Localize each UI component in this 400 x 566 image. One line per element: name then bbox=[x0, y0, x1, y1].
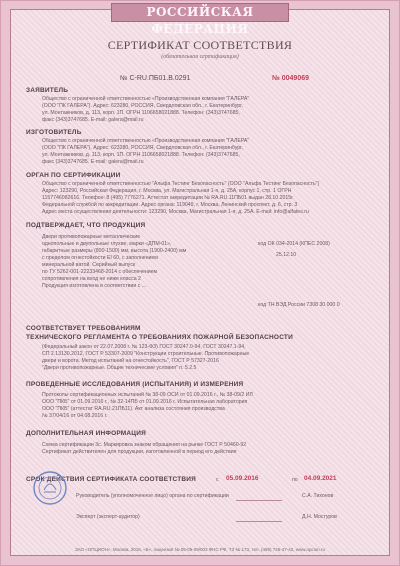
cert-body-label: ОРГАН ПО СЕРТИФИКАЦИИ bbox=[26, 172, 121, 179]
applicant-line: Общество с ограниченной ответственностью «Производственная компания "ГАЛЕРА" bbox=[42, 96, 250, 102]
product-line: Продукция изготовлена в соответствии с ... bbox=[42, 283, 147, 289]
manufacturer-line: Общество с ограниченной ответственностью «Производственная компания "ГАЛЕРА" bbox=[42, 138, 250, 144]
compliance-line: (Федеральный закон от 22.07.2008 г. № 123-ФЗ) ГОСТ 30247.0-94, ГОСТ 30247.1-94, bbox=[42, 344, 246, 350]
manufacturer-line: ул. Монтажников, д. 113, корп. 1П. ОГРН 1106658021888. Телефон: (343)3747685, bbox=[42, 152, 240, 158]
product-line: с пределом огнестойкости EI 60, с заполнением bbox=[42, 255, 158, 261]
certificate-title: СЕРТИФИКАТ СООТВЕТСТВИЯ bbox=[107, 38, 293, 52]
printer-footer: ЗАО «ОПЦИОН», Москва, 2016, «Б», лицензия № 05-05-09/003 ФНС РФ, ТЗ № 173, тел. (495) 726-47-42, www.opcion.ru bbox=[74, 547, 326, 552]
product-code: код ОК 034-2014 (КПЕС 2008) bbox=[258, 241, 330, 247]
head-name: С.А. Тихонов bbox=[302, 493, 334, 499]
cert-body-line: Адрес места осуществления деятельности: 123290, Москва, Магистральная 1-я, д. 25А. E-mail: info@alfates.ru bbox=[42, 209, 309, 215]
validity-from-label: с bbox=[216, 477, 219, 483]
extra-info-line: Схема сертификации 3с. Маркировка знаком обращения на рынке ГОСТ Р 50460-92 bbox=[42, 442, 247, 448]
tnved-code: код ТН ВЭД России 7308 30 000 0 bbox=[258, 302, 340, 308]
product-line: габаритные размеры (800-1500) мм, высота (1900-2400) мм bbox=[42, 248, 187, 254]
tests-label: ПРОВЕДЕННЫЕ ИССЛЕДОВАНИЯ (ИСПЫТАНИЯ) И ИЗМЕРЕНИЯ bbox=[26, 381, 244, 388]
product-line: по ТУ 5262-001-22233468-2014 с обеспечением bbox=[42, 269, 158, 275]
product-code: 25.12.10 bbox=[276, 252, 297, 258]
product-line: сопротивления на вход не ниже класса 2 bbox=[42, 276, 141, 282]
tests-line: ООО "ПКБ" (аттестат RA.RU.21ПБ11). Акт анализа состояния производства bbox=[42, 406, 225, 412]
product-line: однопольные и двупольные глухие, марки «ДПМ-01», bbox=[42, 241, 172, 247]
manufacturer-line: (ООО "ПК ГАЛЕРА"). Адрес: 623280, РОССИЯ, Свердловская обл., г. Екатеринбург, bbox=[42, 145, 243, 151]
product-line: Двери противопожарные металлические bbox=[42, 234, 141, 240]
form-number: № 0049069 bbox=[272, 75, 309, 82]
applicant-line: факс (343)3747685. E-mail: galera@mail.ru bbox=[42, 117, 144, 123]
validity-from: 05.09.2016 bbox=[226, 475, 259, 482]
head-signature-line bbox=[236, 500, 282, 501]
tests-line: № 37/04/16 от 04.08.2016 г. bbox=[42, 413, 108, 419]
validity-to: 04.09.2021 bbox=[304, 475, 337, 482]
compliance-line: СП 2.13130.2012, ГОСТ Р 53307-2009 "Конструкции строительные. Противопожарные bbox=[42, 351, 250, 357]
expert-signature-line bbox=[236, 521, 282, 522]
expert-signature-label: Эксперт (эксперт-аудитор) bbox=[76, 514, 140, 520]
manufacturer-label: ИЗГОТОВИТЕЛЬ bbox=[26, 129, 82, 136]
compliance-line: двери и ворота. Метод испытаний на огнестойкость", ГОСТ Р 57327-2016 bbox=[42, 358, 219, 364]
manufacturer-line: факс (343)3747685. E-mail: galera@mail.ru bbox=[42, 159, 144, 165]
applicant-line: (ООО "ПК ГАЛЕРА"). Адрес: 623280, РОССИЯ, Свердловская обл., г. Екатеринбург, bbox=[42, 103, 243, 109]
validity-to-label: по bbox=[292, 477, 298, 483]
expert-name: Д.Н. Мостуров bbox=[302, 514, 337, 520]
extra-info-label: ДОПОЛНИТЕЛЬНАЯ ИНФОРМАЦИЯ bbox=[26, 430, 147, 437]
cert-body-line: Адрес: 123290, Российская Федерация, г. Москва, ул. Магистральная 1-я, д. 25А, корпус 1, стр. 1 ОГРН bbox=[42, 188, 292, 194]
country-banner: РОССИЙСКАЯ ФЕДЕРАЦИЯ bbox=[111, 3, 289, 22]
regulation-label: ТЕХНИЧЕСКОГО РЕГЛАМЕНТА О ТРЕБОВАНИЯХ ПОЖАРНОЙ БЕЗОПАСНОСТИ bbox=[26, 334, 293, 341]
validity-label: СРОК ДЕЙСТВИЯ СЕРТИФИКАТА СООТВЕТСТВИЯ bbox=[26, 476, 197, 483]
tests-line: Протоколы сертификационных испытаний № 38-09 ОСИ от 01.09.2016 г., № 38-09/2 ИЛ bbox=[42, 392, 253, 398]
compliance-label: СООТВЕТСТВУЕТ ТРЕБОВАНИЯМ bbox=[26, 325, 141, 332]
certification-stamp-icon bbox=[32, 470, 68, 506]
product-line: минеральной ватой. Серийный выпуск bbox=[42, 262, 136, 268]
compliance-line: "Двери противопожарные. Общие технические условия" п. 5.2.5 bbox=[42, 365, 197, 371]
head-signature-label: Руководитель (уполномоченное лицо) органа по сертификации bbox=[76, 493, 229, 499]
cert-body-line: 1157746082616. Телефон: 8 (495) 7776271. Аттестат аккредитации № RA.RU.11ПБ01 выдан 28.10.2015г. bbox=[42, 195, 294, 201]
applicant-line: ул. Монтажников, д. 113, корп. 1П. ОГРН 1106658021888. Телефон: (343)3747685, bbox=[42, 110, 240, 116]
tests-line: ООО "ПКБ" от 01.09.2016 г., № 32-14ПБ от 01.09.2016 г. Испытательная лаборатория bbox=[42, 399, 248, 405]
certificate-number: № С-RU.ПБ01.В.0291 bbox=[120, 75, 191, 82]
applicant-label: ЗАЯВИТЕЛЬ bbox=[26, 87, 69, 94]
certificate-subtitle: (обязательная сертификация) bbox=[161, 54, 239, 60]
cert-body-line: Федеральной службой по аккредитации. Адрес органа: 119049, г. Москва, Ленинский проспект, д. 6, стр. 3 bbox=[42, 202, 298, 208]
cert-body-line: Общество с ограниченной ответственностью "Альфа Тестинг Безопасность" (ООО "Альфа Тестинг Безопасность") bbox=[42, 181, 320, 187]
product-label: ПОДТВЕРЖДАЕТ, ЧТО ПРОДУКЦИЯ bbox=[26, 222, 146, 229]
extra-info-line: Сертификат действителен для продукции, изготовленной в период его действия bbox=[42, 449, 237, 455]
